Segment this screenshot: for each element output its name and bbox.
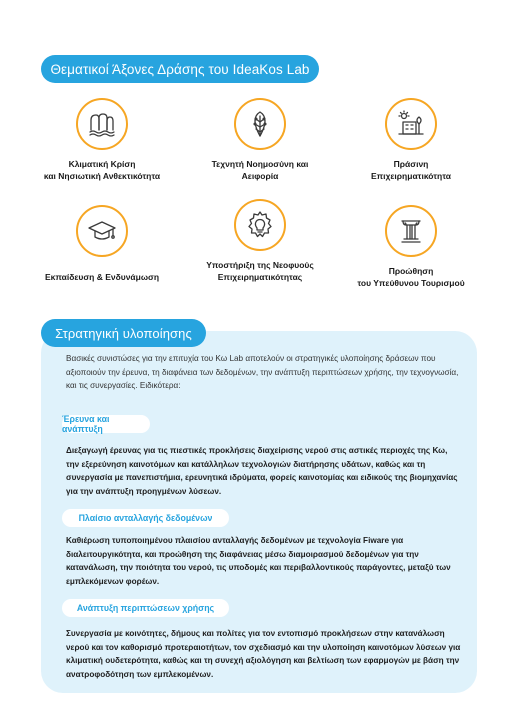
axis-climate	[27, 98, 177, 182]
section-text-research: Διεξαγωγή έρευνας για τις πιεστικές προκλήσεις διαχείρισης νερού στις αστικές περιοχές της Κω, την εξερεύνηση καινοτόμων και κατάλληλων τεχνολογιών διατήρησης υδάτων, καθώς και τη συνεργασία με πανεπιστήμια, ερευνητικά ιδρύματα, φορείς καινοτομίας και ειδικούς της βιομηχανίας για την ανάπτυξη προηγμένων λύσεων.	[66, 446, 458, 496]
column-icon	[385, 205, 437, 257]
strategy-intro: Βασικές συνιστώσες για την επιτυχία του Κω Lab αποτελούν οι στρατηγικές υλοποίησης δράσεων που αξιοποιούν την έρευνα, τη διαφάνεια των δεδομένων, την ανάπτυξη περιπτώσεων χρήσης, την τεχνογνωσία, και τις συνεργασίες. Ειδικότερα:	[66, 354, 459, 390]
axis-education	[27, 205, 177, 283]
graduation-cap-icon	[76, 205, 128, 257]
green-business-icon	[385, 98, 437, 150]
section-title-research: Έρευνα και ανάπτυξη	[62, 415, 150, 433]
axis-label: Υποστήριξη της Νεοφυούς Επιχειρηματικότητας	[206, 260, 314, 282]
axis-label: Κλιματική Κρίση και Νησιωτική Ανθεκτικότητα	[43, 159, 161, 181]
axis-label: Προώθηση του Υπεύθυνου Τουρισμού	[357, 266, 465, 288]
strategy-title: Στρατηγική υλοποίησης	[41, 319, 206, 347]
axes-title: Θεματικοί Άξονες Δράσης του IdeaKos Lab	[41, 55, 319, 83]
gear-bulb-icon	[234, 199, 286, 251]
section-title-data-exchange: Πλαίσιο ανταλλαγής δεδομένων	[62, 509, 229, 527]
axis-label: Τεχνητή Νοημοσύνη και Αειφορία	[211, 159, 309, 181]
section-text-use-cases: Συνεργασία με κοινότητες, δήμους και πολίτες για τον εντοπισμό προκλήσεων στην κατανάλωση νερού και τον καθορισμό προτεραιοτήτων, τον σχεδιασμό και την υλοποίηση καινοτόμων λύσεων για κλιματική ουδετερότητα, καθώς και τη συνεχή αξιολόγηση και βελτίωση των εφαρμογών με βάση την ανατροφοδότηση των εμπλεκομένων.	[66, 629, 461, 679]
axis-tourism	[336, 205, 486, 289]
axis-label: Πράσινη Επιχειρηματικότητα	[370, 159, 452, 181]
climate-island-icon	[76, 98, 128, 150]
axis-startups	[185, 199, 335, 283]
axis-green-business	[336, 98, 486, 182]
axis-label: Εκπαίδευση & Ενδυνάμωση	[44, 272, 160, 282]
section-text-data-exchange: Καθιέρωση τυποποιημένου πλαισίου ανταλλαγής δεδομένων με τεχνολογία Fiware για διαλειτουργικότητα, και προώθηση της διαφάνειας μέσω διαμοιρασμού δεδομένων για την κατανάλωση, την ποιότητα του νερού, τις υποδομές και περιβαλλοντικούς παράγοντες, μεταξύ των εμπλεκόμενων φορέων.	[66, 536, 451, 586]
ai-leaf-icon	[234, 98, 286, 150]
section-title-use-cases: Ανάπτυξη περιπτώσεων χρήσης	[62, 599, 229, 617]
axis-ai	[185, 98, 335, 182]
